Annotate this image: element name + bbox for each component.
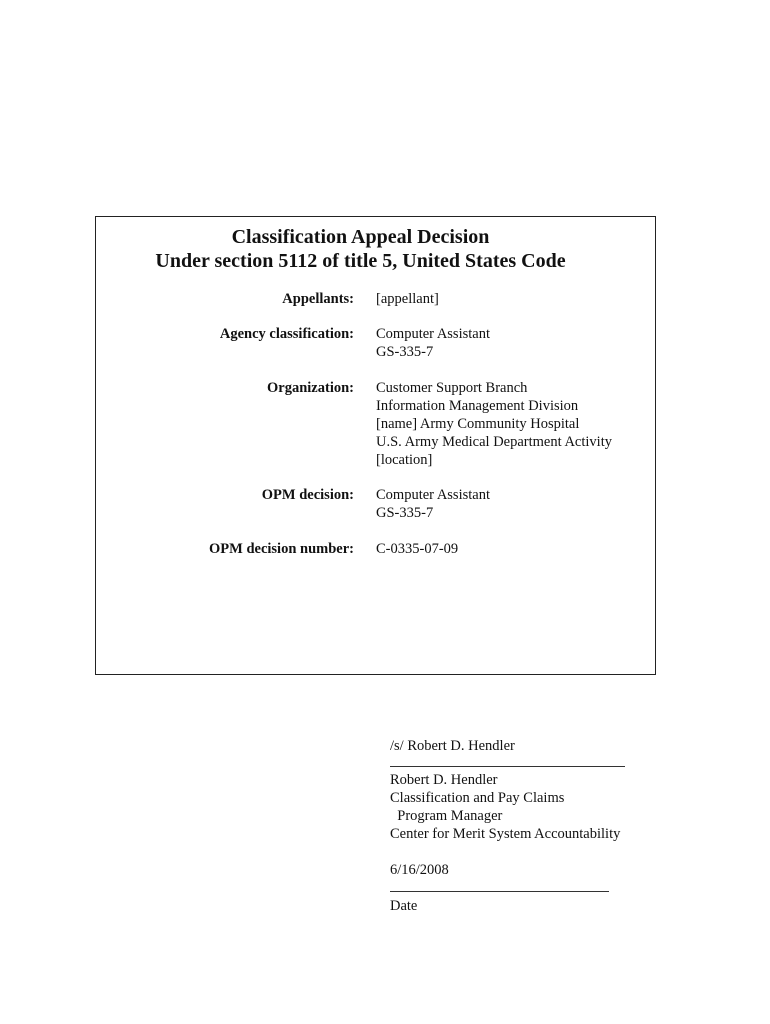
signature-line [390,766,625,767]
field-value-line: GS-335-7 [376,344,434,360]
signer-title: Classification and Pay Claims [390,790,565,806]
field-label: OPM decision number: [209,541,354,557]
date-value: 6/16/2008 [390,862,449,878]
field-value-line: Computer Assistant [376,487,490,503]
field-label: Organization: [267,380,354,396]
date-line [390,891,609,892]
page-title: Classification Appeal Decision [231,226,490,248]
field-value-line: GS-335-7 [376,505,434,521]
signature-text: /s/ Robert D. Hendler [390,738,515,754]
field-value-line: U.S. Army Medical Department Activity [376,434,612,450]
signer-title-cont: Program Manager [390,808,503,824]
field-label: OPM decision: [261,487,354,503]
field-label: Agency classification: [219,326,354,342]
field-value [376,379,612,469]
field-value [376,540,458,558]
decision-header-box [95,216,656,675]
page-subtitle: Under section 5112 of title 5, United States Code [155,250,566,272]
field-value [376,290,439,308]
signer-office: Center for Merit System Accountability [390,826,621,842]
signer-name: Robert D. Hendler [390,772,498,788]
field-value-line: [appellant] [376,291,439,307]
field-value [376,486,490,522]
field-label: Appellants: [282,291,354,307]
field-value-line: C-0335-07-09 [376,541,459,557]
field-value [376,325,490,361]
field-value-line: Information Management Division [376,398,579,414]
date-label: Date [390,898,418,914]
field-value-line: Customer Support Branch [376,380,528,396]
field-value-line: [location] [376,452,433,468]
field-value-line: Computer Assistant [376,326,490,342]
field-value-line: [name] Army Community Hospital [376,416,580,432]
